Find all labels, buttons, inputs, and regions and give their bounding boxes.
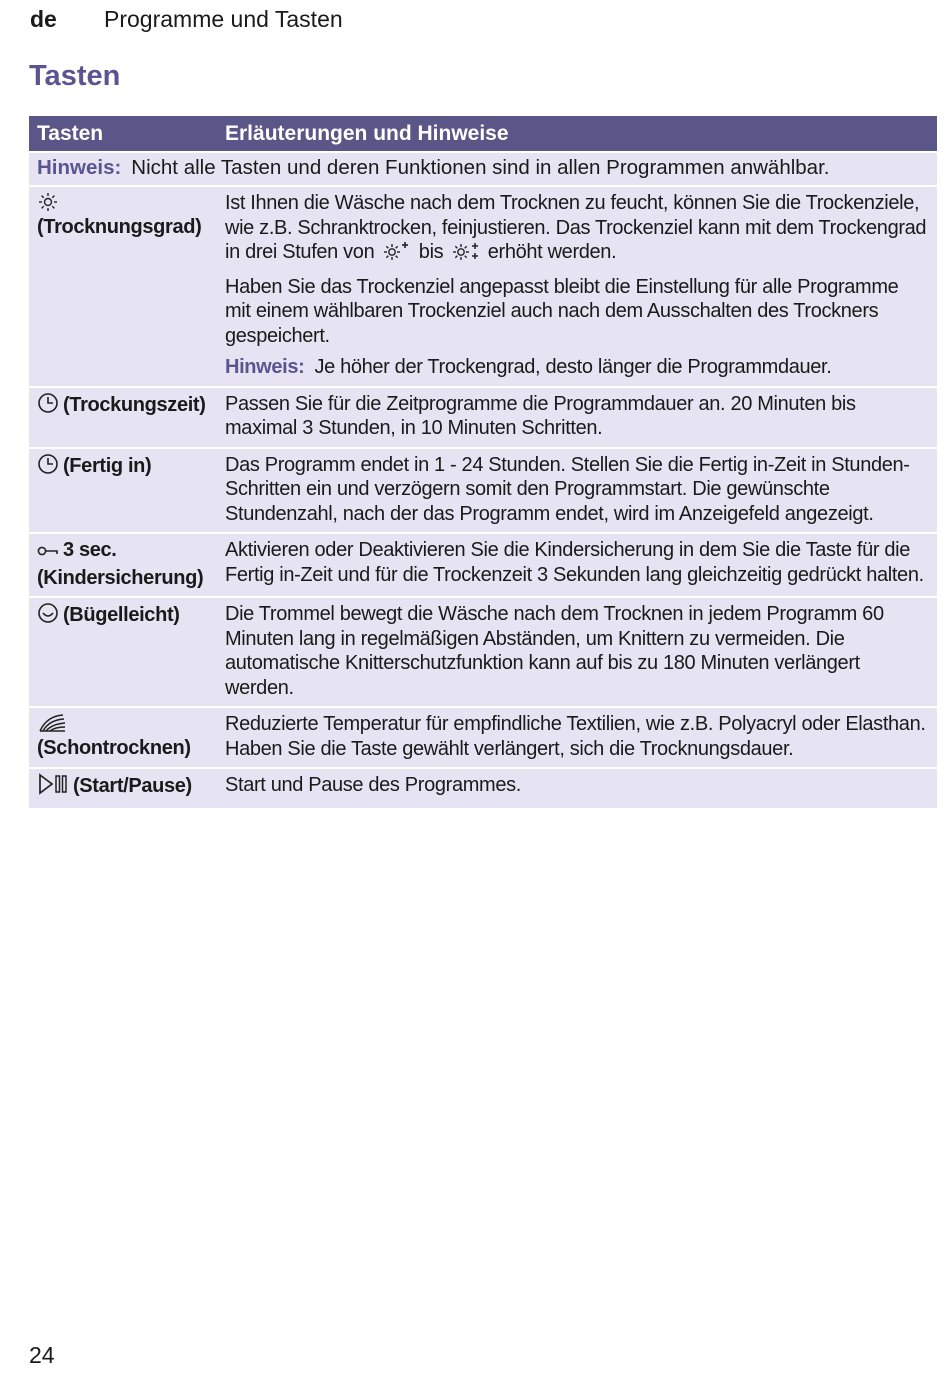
general-note xyxy=(29,153,937,187)
row-key xyxy=(29,598,225,706)
table-header xyxy=(29,116,937,153)
clock-icon xyxy=(37,392,59,421)
row-description: Die Trommel bewegt die Wäsche nach dem Trocknen in jedem Programm 60 Minuten lang in regelmäßigen Abständen, um Knittern zu vermeiden. Die automatische Knitterschutzfunktion kann auf bis zu 180 Minuten verlängert werden. xyxy=(225,603,884,699)
hint-label: Hinweis: xyxy=(225,356,305,378)
table-row xyxy=(29,708,937,769)
row-key-label: (Schontrocknen) xyxy=(37,737,191,759)
note-text: Nicht alle Tasten und deren Funktionen sind in allen Programmen anwählbar. xyxy=(131,156,830,179)
table-row xyxy=(29,598,937,708)
play-pause-icon xyxy=(37,773,69,802)
sun-plus-plus-icon xyxy=(451,241,481,268)
column-header-explanations: Erläuterungen und Hinweise xyxy=(225,121,509,145)
wool-icon xyxy=(37,712,225,736)
page-title: Tasten xyxy=(29,60,121,92)
row-key-label: (Fertig in) xyxy=(63,454,152,477)
smiley-icon xyxy=(37,602,59,631)
table-row xyxy=(29,187,937,388)
row-description: Ist Ihnen die Wäsche nach dem Trocknen zu feucht, können Sie die Trockenziele, wie z.B. Schranktrocken, feinjustieren. Das Trockenziel kann mit dem Trockengrad in drei Stufen von bis erhöht werden. Haben Sie das Trockenziel angepasst bleibt die Einstellung für alle Programme mit einem wählbaren Trockenziel auch nach dem Ausschalten des Trockners gespeichert. Hinweis: Je höher der Trockengrad, desto länger die Programmdauer. xyxy=(225,192,927,378)
row-key xyxy=(29,388,225,447)
row-key-label: (Trockungszeit) xyxy=(63,393,206,416)
sun-plus-icon xyxy=(382,241,412,268)
row-description: Das Programm endet in 1 - 24 Stunden. Stellen Sie die Fertig in-Zeit in Stunden-Schritten ein und verzögern somit den Programmstart. Die gewünschte Stundenzahl, nach der das Programm endet, wird im Anzeigefeld angezeigt. xyxy=(225,453,910,525)
clock-icon xyxy=(37,453,59,482)
row-key-label: 3 sec. xyxy=(63,539,117,561)
table-row xyxy=(29,534,937,598)
note-label: Hinweis: xyxy=(37,156,122,179)
buttons-table xyxy=(29,116,937,810)
sun-icon xyxy=(37,191,225,215)
page-header xyxy=(30,6,343,33)
row-key-label: (Trocknungsgrad) xyxy=(37,216,202,238)
row-key xyxy=(29,534,225,596)
column-header-buttons: Tasten xyxy=(37,121,104,145)
row-key xyxy=(29,708,225,767)
row-key xyxy=(29,769,225,808)
key-icon xyxy=(37,541,59,566)
row-key-label: (Bügelleicht) xyxy=(63,604,180,626)
section-title: Programme und Tasten xyxy=(104,6,343,32)
language-code: de xyxy=(30,6,57,32)
row-key xyxy=(29,187,225,386)
row-description: Reduzierte Temperatur für empfindliche Textilien, wie z.B. Polyacryl oder Elasthan. Haben Sie die Taste gewählt verlängert, sich die Trocknungsdauer. xyxy=(225,713,926,760)
table-row xyxy=(29,388,937,449)
row-key-label: (Kindersicherung) xyxy=(37,566,204,589)
row-description: Aktivieren oder Deaktivieren Sie die Kindersicherung in dem Sie die Taste für die Fertig in-Zeit und für die Trockenzeit 3 Sekunden lang gleichzeitig gedrückt halten. xyxy=(225,539,924,586)
row-description: Passen Sie für die Zeitprogramme die Programmdauer an. 20 Minuten bis maximal 3 Stunden, in 10 Minuten Schritten. xyxy=(225,392,856,439)
page-number: 24 xyxy=(29,1342,55,1368)
row-description: Start und Pause des Programmes. xyxy=(225,774,521,796)
row-key-label: (Start/Pause) xyxy=(73,775,192,797)
table-row xyxy=(29,449,937,535)
row-key xyxy=(29,449,225,533)
table-row xyxy=(29,769,937,810)
